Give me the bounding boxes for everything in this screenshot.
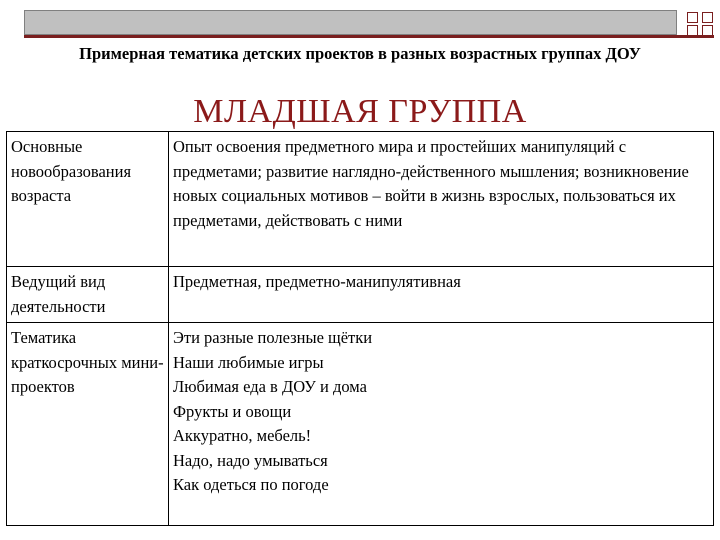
project-item: Аккуратно, мебель! xyxy=(173,426,312,445)
project-item: Наши любимые игры xyxy=(173,352,324,372)
corner-square-icon xyxy=(687,25,698,36)
project-item: Фрукты и овощи xyxy=(173,401,292,421)
project-list xyxy=(169,323,714,526)
corner-square-icon xyxy=(702,12,713,23)
title-bar-decoration xyxy=(24,10,677,35)
row-label: Основные новообразования возраста xyxy=(7,132,169,267)
row-value: Опыт освоения предметного мира и простейших манипуляций с предметами; развитие наглядно-действенного мышления; возникновение новых социальных мотивов – войти в жизнь взрослых, пользоваться их предметами, действовать с ними xyxy=(169,132,714,267)
row-label: Тематика краткосрочных мини-проектов xyxy=(7,323,169,526)
table-row xyxy=(7,132,714,267)
row-value: Предметная, предметно-манипулятивная xyxy=(169,267,714,323)
table-row xyxy=(7,267,714,323)
project-item: Любимая еда в ДОУ и дома xyxy=(173,377,367,396)
title-underline xyxy=(24,35,714,38)
project-item: Эти разные полезные щётки xyxy=(173,328,373,347)
table-row xyxy=(7,323,714,526)
corner-square-icon xyxy=(687,12,698,23)
slide-subtitle: Примерная тематика детских проектов в разных возрастных группах ДОУ xyxy=(79,44,641,63)
group-heading: МЛАДШАЯ ГРУППА xyxy=(193,93,527,130)
info-table xyxy=(6,131,714,526)
project-item: Как одеться по погоде xyxy=(173,475,329,494)
row-label: Ведущий вид деятельности xyxy=(7,267,169,323)
project-item: Надо, надо умываться xyxy=(173,450,328,470)
corner-square-icon xyxy=(702,25,713,36)
